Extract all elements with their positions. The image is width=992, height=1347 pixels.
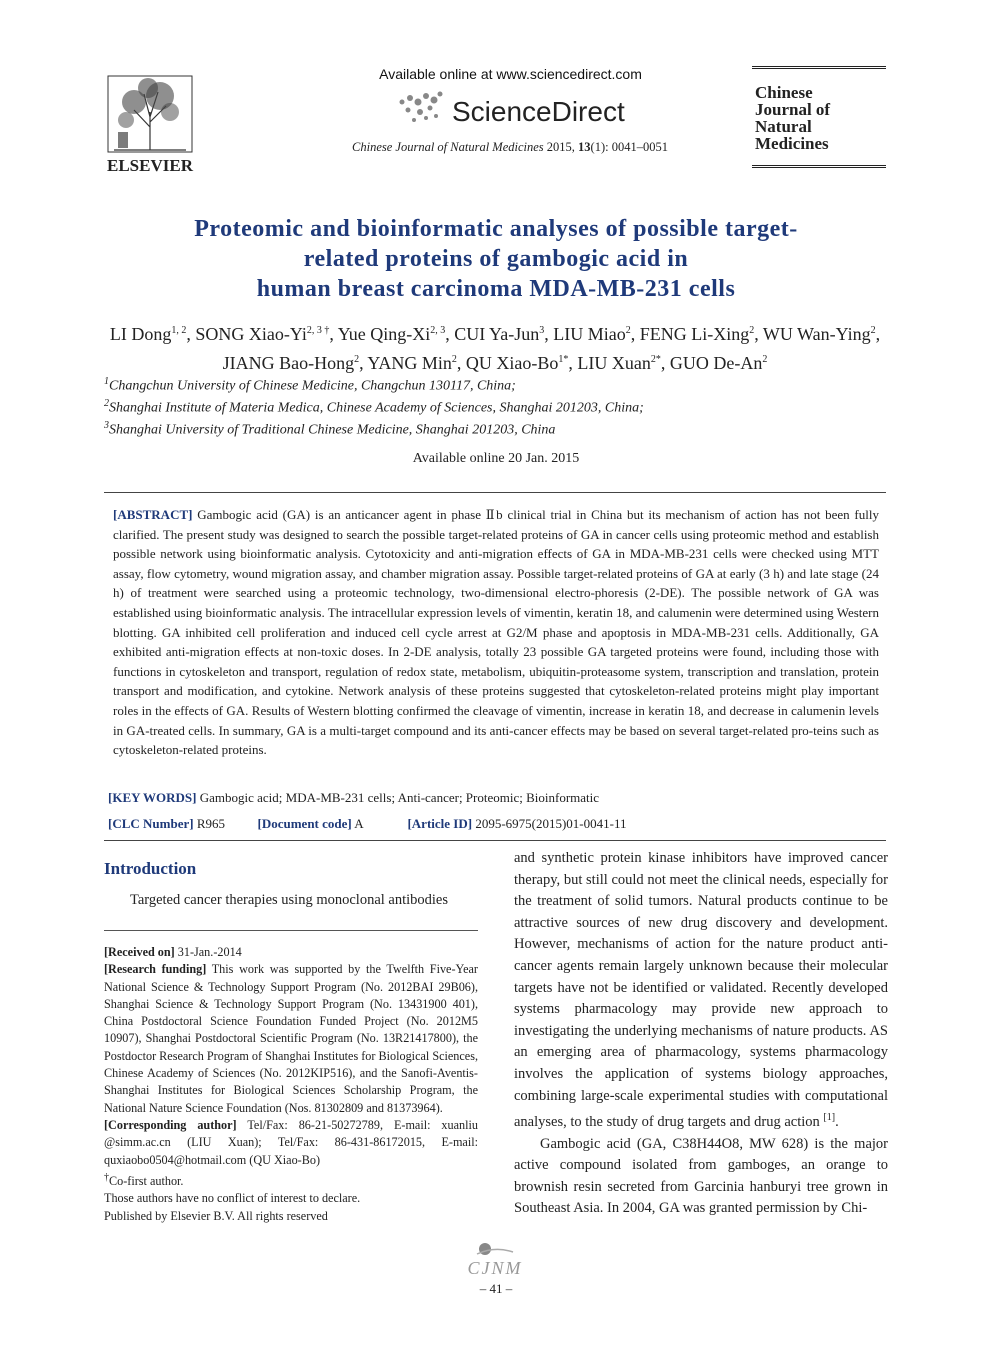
affiliation-2: $^2$Shanghai Institute of Materia Medica, Chinese Academy of Sciences, Shanghai 201203, China; <box>104 398 644 416</box>
abstract-top-rule <box>104 492 886 493</box>
svg-text:ScienceDirect: ScienceDirect <box>452 96 625 127</box>
footnotes: [Received on] 31-Jan.-2014 [Research funding] This work was supported by the Twelfth Five-Year National Science & Technology Support Program (No. 2012BAI 29B06), Shanghai Science & Technology Support Program (No. 13431900 401), China Postdoctoral Science Foundation Funded Project (No. 2012M5 10907), Shanghai Postdoctoral Scientific Program (No. 13R21417800), the Postdoctor Research Program of Shanghai Institutes for Biological Sciences, Chinese Academy of Sciences (No. 2012KIP516), and the Sanofi-Aventis-Shanghai Institutes for Biological Sciences Scholarship Program, the National Nature Science Foundation (Nos. 81302809 and 81373964). [Corresponding author] Tel/Fax: 86-21-50272789, E-mail: xuanliu @simm.ac.cn (LIU Xuan); Tel/Fax: 86-431-86172015, E-mail: quxiaobo0504@hotmail.com (QU Xiao-Bo) †Co-first author. Those authors have no conflict of interest to declare. Published by Elsevier B.V. All rights reserved <box>104 945 479 1223</box>
page-number: – 41 – <box>479 1281 513 1296</box>
journal-name: Chinese Journal of Natural Medicines <box>755 83 831 153</box>
intro-paragraph: Targeted cancer therapies using monoclonal antibodies <box>130 892 449 908</box>
reference-link[interactable]: [1] <box>823 1112 836 1124</box>
classification-line: [CLC Number] R965 [Document code] A [Article ID] 2095-6975(2015)01-0041-11 <box>108 816 627 831</box>
cjnm-footer-logo <box>455 1240 535 1280</box>
svg-text:ELSEVIER: ELSEVIER <box>107 156 193 175</box>
affiliation-3: $^3$Shanghai University of Traditional Chinese Medicine, Shanghai 201203, China <box>104 420 556 438</box>
footnote-rule <box>104 930 478 931</box>
journal-citation: Chinese Journal of Natural Medicines 2015, 13(1): 0041–0051 <box>352 140 668 154</box>
section-heading-introduction: Introduction <box>104 859 197 878</box>
article-title: Proteomic and bioinformatic analyses of possible target- related proteins of gambogic acid in human breast carcinoma MDA-MB-231 cells <box>194 216 798 302</box>
author-list: LI Dong$^{1, 2}$, SONG Xiao-$Yi^{2, 3 \dagger}$, Yue Qing-Xi$^{2, 3}$, CUI Ya-Jun$^3$, LIU Miao$^2$, FENG Li-Xing$^2$, WU Wan-Ying$^2$, JIANG Bao-Hong$^2$, YANG Min$^2$, QU Xiao-$Bo^{1*}$, LIU Xuan$^{2*}$, GUO De-An$^2$ <box>109 324 881 373</box>
abstract-bottom-rule <box>104 840 886 841</box>
available-online-link[interactable]: Available online at www.sciencedirect.com <box>379 66 642 82</box>
svg-text:CJNM: CJNM <box>467 1258 523 1278</box>
affiliation-1: $^1$Changchun University of Chinese Medicine, Changchun 130117, China; <box>104 376 516 394</box>
abstract: [ABSTRACT] Gambogic acid (GA) is an anticancer agent in phase Ⅱb clinical trial in China but its mechanism of action has not been fully clarified. The present study was designed to search the possible target-related proteins of GA in cancer cells using proteomic method and establish possible network using bioinformatic analysis. Cytotoxicity and anti-migration effects of GA in MDA-MB-231 cells were checked using MTT assay, flow cytometry, wound migration assay, and chamber migration assay. Possible target-related proteins of GA at early (3 h) and late stage (24 h) of treatment were searched using a proteomic technology, two-dimensional electro-phoresis (2-DE). The possible network of GA was established using bioinformatic analysis. The intracellular expression levels of vimentin, keratin 18, and calumenin were determined using Western blotting. GA inhibited cell proliferation and induced cell cycle arrest at G2/M phase and apoptosis in MDA-MB-231 cells. Additionally, GA exhibited anti-migration effects at non-toxic doses. In 2-DE analysis, totally 23 possible GA targeted proteins were found, including those with functions in cytoskeleton and transport, regulation of redox state, metabolism, ubiquitin-proteasome system, transcription and translation, protein transport and modification, and cytokine. Network analysis of these proteins suggested that cytoskeleton-related proteins might play important roles in the effects of GA. Results of Western blotting confirmed the cleavage of vimentin, increase in keratin 18, and decrease in calumenin levels in GA-treated cells. In summary, GA is a multi-target compound and its anti-cancer effects may be based on several target-related pro-teins such as cytoskeleton-related proteins. <box>113 507 879 758</box>
keywords: [KEY WORDS] Gambogic acid; MDA-MB-231 cells; Anti-cancer; Proteomic; Bioinformatic <box>108 790 600 805</box>
elsevier-logo <box>104 72 196 176</box>
available-online-date: Available online 20 Jan. 2015 <box>412 451 580 466</box>
sciencedirect-logo <box>396 90 656 130</box>
right-column-text: and synthetic protein kinase inhibitors have improved cancer therapy, but still could not meet the clinical needs, especially for the treatment of solid tumors. Natural products continue to be attractive sources of new drug discovery and development. However, mechanisms of action for the nature product anti-cancer agents remain largely unknown because their molecular targets have not be identified or validated. Recently developed systems pharmacology may provide new approach to investigating the underlying mechanisms of nature products. AS an emerging area of pharmacology, systems pharmacology involves the application of systems biology approaches, combining large-scale experimental studies with computational analyses, to the study of drug targets and drug action [1]. Gambogic acid (GA, C38H44O8, MW 628) is the major active compound isolated from gamboges, an orange to brownish resin secreted from Garcinia hanburyi tree grown in Southeast Asia. In 2004, GA was granted permission by Chi- <box>514 850 888 1217</box>
